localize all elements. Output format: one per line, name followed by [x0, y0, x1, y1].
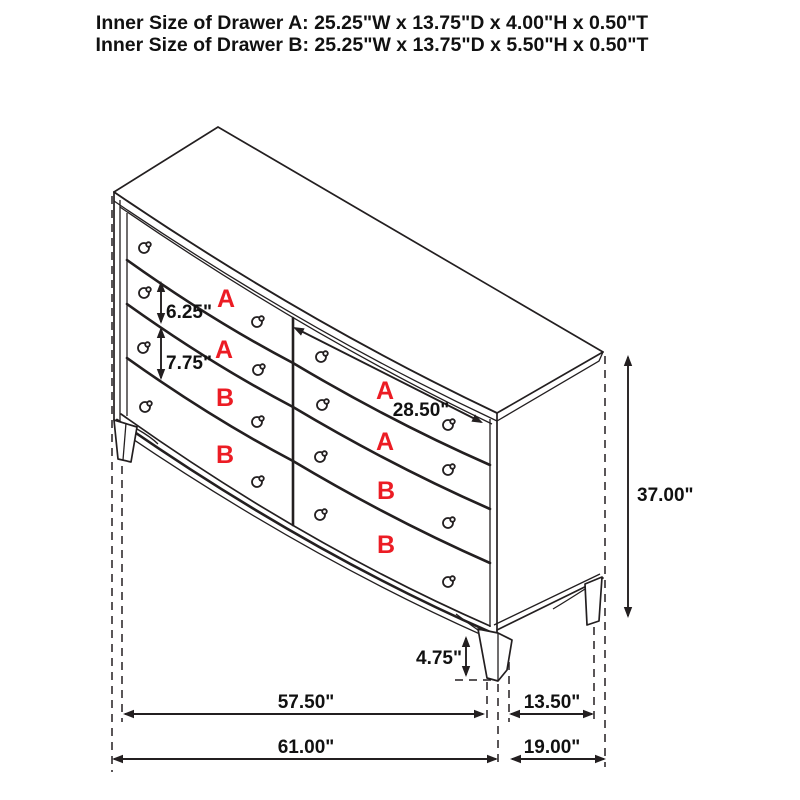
drawer-label: A [214, 336, 234, 364]
drawer-label: A [216, 285, 236, 313]
dimension-label-28-50: 28.50" [392, 400, 450, 421]
dimension-label-6-25: 6.25" [166, 302, 212, 323]
header-line-drawer-a: Inner Size of Drawer A: 25.25"W x 13.75"D x 4.00"H x 0.50"T [95, 12, 649, 34]
drawer-label: A [375, 377, 395, 405]
dimension-label-57-50: 57.50" [277, 692, 335, 713]
dimension-label-7-75: 7.75" [166, 353, 212, 374]
header-line-drawer-b: Inner Size of Drawer B: 25.25"W x 13.75"D x 5.50"H x 0.50"T [95, 34, 649, 56]
dimension-label-19-00: 19.00" [523, 737, 581, 758]
header [96, 12, 649, 56]
drawer-label: B [215, 384, 235, 412]
front-right-leg [478, 629, 512, 681]
dimension-overall-width [112, 737, 498, 763]
back-right-leg [585, 577, 602, 625]
drawer-label: B [215, 441, 235, 469]
drawer-label: A [375, 428, 395, 456]
dimension-label-37-00: 37.00" [637, 485, 694, 506]
dimension-label-61-00: 61.00" [277, 737, 335, 758]
dimension-label-13-50: 13.50" [523, 692, 581, 713]
drawer-label: B [376, 477, 396, 505]
dimension-overall-depth [510, 737, 606, 763]
dimension-label-4-75: 4.75" [416, 648, 462, 669]
dimension-case-width [123, 692, 485, 718]
drawer-label: B [376, 531, 396, 559]
dimension-leg-depth-spacing [509, 692, 594, 718]
dimension-leg-height [416, 636, 470, 677]
dimension-overall-height [624, 355, 694, 618]
